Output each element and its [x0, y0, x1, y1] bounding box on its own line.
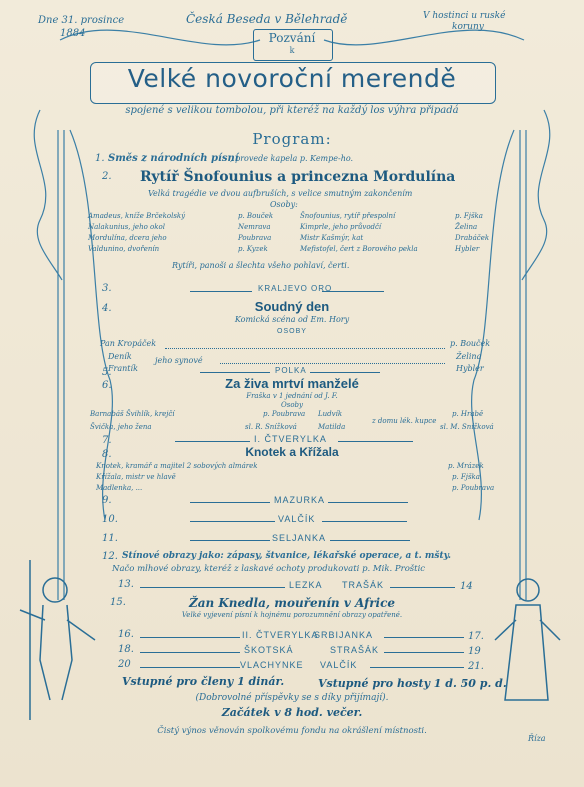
item-10-number: 10. [102, 514, 118, 525]
cast-right-actor-2: Želina [455, 223, 478, 231]
item-16-number: 16. [118, 629, 134, 640]
item-21-rule [370, 667, 464, 668]
pozvani-k: k [289, 46, 295, 55]
item-8-number: 8. [102, 449, 112, 460]
venue-line1: V hostinci u ruské [423, 11, 506, 21]
item-19-text: STRAŠÁK [330, 645, 380, 655]
venue-line2: koruny [452, 22, 484, 32]
item-6-mid-note: z domu lék. kupce [372, 417, 437, 425]
item-9-rule-left [190, 502, 270, 503]
item-17-number: 17. [468, 631, 484, 642]
cast-footer: Rytíři, panoši a šlechta všeho pohlaví, čerti. [172, 261, 350, 270]
item-18-text: ŠKOTSKÁ [244, 645, 294, 655]
item-6-title: Za živa mrtví manželé [225, 376, 359, 391]
item-12-text: Stínové obrazy jako: zápasy, štvanice, lékařské operace, a t. mšty. [122, 551, 451, 561]
item-18-rule [140, 652, 240, 653]
right-pillar [520, 130, 526, 600]
cast-right-actor-3: Drabáček [455, 234, 490, 242]
item-10-rule-right [322, 521, 407, 522]
item-8-title: Knotek a Křížala [245, 445, 339, 459]
item-6-right-2: sl. M. Snížková [440, 423, 494, 431]
item-13b-text: TRAŠÁK [342, 580, 385, 590]
item-15-number: 15. [110, 597, 126, 608]
item-5-number: 5. [102, 367, 112, 378]
item-15-title: Žan Knedla, mouřenín v Africe [188, 596, 396, 610]
item-9-text: MAZURKA [274, 495, 326, 505]
artist-signature: Říza [528, 734, 546, 743]
item-20-number: 20 [118, 659, 131, 670]
item-20-rule [140, 667, 240, 668]
item-3-number: 3. [102, 283, 112, 294]
item-4-actor-2: Želina [456, 352, 482, 361]
cast-left-role-2: Nalakunius, jeho okol [88, 223, 165, 231]
item-12-number: 12. [102, 551, 118, 562]
item-8-role-3: Madlenka, ... [96, 484, 143, 492]
item-2-title: Rytíř Šnofounius a princezna Mordulína [140, 169, 456, 185]
entry-guests: Vstupné pro hosty 1 d. 50 p. d. [318, 677, 507, 690]
cast-left-actor-3: Poubrava [238, 234, 272, 242]
item-4-actor-3: Hybler [456, 364, 484, 373]
item-6-actor-2: sl. R. Snížková [245, 423, 297, 431]
osoby2-heading: OSOBY [277, 328, 307, 335]
cast-right-role-1: Šnofounius, rytíř přespolní [300, 212, 396, 220]
cast-right-role-4: Mefistofel, čert z Borového pekla [300, 245, 418, 253]
item-6-note: Fraška v 1 jednání od J. F. [246, 392, 338, 400]
cast-right-actor-4: Hybler [455, 245, 480, 253]
item-6-number: 6. [102, 380, 112, 391]
item-5-text: POLKA [275, 366, 307, 375]
item-2-number: 2. [102, 171, 112, 182]
item-3-rule-left [190, 291, 252, 292]
item-13-number: 13. [118, 579, 134, 590]
item-6-role-1: Barnabáš Švihlík, krejčí [90, 410, 175, 418]
item-9-rule-right [328, 502, 408, 503]
item-4-role-2: Deník [108, 352, 132, 361]
cast-left-actor-4: p. Kyzek [238, 245, 268, 253]
cast-left-role-3: Mordulína, dcera jeho [88, 234, 167, 242]
item-19-number: 19 [468, 646, 481, 657]
item-9-number: 9. [102, 495, 112, 506]
item-4-number: 4. [102, 303, 112, 314]
item-14-rule [390, 587, 455, 588]
entry-members: Vstupné pro členy 1 dinár. [122, 675, 285, 688]
item-8-role-1: Knotek, kramář a majitel 2 sobových almárek [96, 462, 258, 470]
item-10-rule-left [190, 521, 275, 522]
item-1-number: 1. [95, 153, 105, 164]
item-4-dots-2 [220, 363, 445, 364]
pozvani-label: Pozvání [268, 31, 316, 45]
item-4-role-3: Frantík [108, 364, 138, 373]
item-13-text: LEZKA [289, 580, 323, 590]
event-year: 1884 [60, 28, 86, 39]
item-16-rule [140, 637, 240, 638]
item-4-role-1: Pan Kropáček [100, 339, 157, 348]
item-17-text: SRBIJANKA [314, 630, 374, 640]
start-time: Začátek v 8 hod. večer. [221, 706, 363, 719]
cast-right-role-2: Kimprle, jeho průvodčí [300, 223, 382, 231]
item-7-text: I. ČTVERYLKA [254, 434, 327, 444]
item-11-rule-left [190, 540, 270, 541]
item-15-note: Velké vyjevení písní k hojnému porozumnění obrazy opatřené. [181, 611, 403, 619]
cast-right-actor-1: p. Fjška [455, 212, 483, 220]
donations-note: (Dobrovolné příspěvky se s díky přijímají). [195, 693, 389, 703]
item-19-rule [384, 652, 464, 653]
item-20-text: VLACHYNKE [240, 660, 304, 670]
item-17-rule [384, 637, 464, 638]
item-4-note: Komická scéna od Em. Hory [234, 315, 350, 324]
item-3-text: KRALJEVO ORO [258, 284, 333, 293]
item-2-note: Velká tragédie ve dvou aufbruších, s velice smutným zakončením [148, 189, 413, 198]
program-heading: Program: [252, 130, 332, 148]
cast-right-role-3: Mistr Kašmýr, kat [300, 234, 364, 242]
item-8-actor-2: p. Fjška [452, 473, 480, 481]
item-4-title: Soudný den [254, 299, 330, 314]
proceeds-note: Čistý výnos věnován spolkovému fondu na okrášlení místnosti. [157, 726, 427, 736]
item-18-number: 18. [118, 644, 134, 655]
item-6-role-2: Švička, jeho žena [90, 423, 152, 431]
item-8-actor-3: p. Poubrava [452, 484, 495, 492]
cast-left-actor-2: Nemrava [238, 223, 271, 231]
item-7-rule-left [175, 441, 250, 442]
event-subtitle: spojené s velikou tombolou, při kteréž na každý los výhra připadá [125, 105, 459, 116]
item-6-mid-2: Matilda [318, 423, 346, 431]
item-16-text: II. ČTVERYLKA [242, 630, 319, 640]
item-8-role-2: Křížala, mistr ve hlavě [96, 473, 176, 481]
item-4-actor-1: p. Bouček [450, 339, 491, 348]
item-8-actor-1: p. Mrázek [448, 462, 484, 470]
item-11-rule-right [330, 540, 410, 541]
item-1-note: , provede kapela p. Kempe-ho. [230, 154, 354, 163]
item-6-mid-1: Ludvík [318, 410, 343, 418]
osoby-heading: Osoby: [270, 200, 298, 209]
item-10-text: VALČÍK [278, 514, 316, 524]
cast-left-role-4: Valdunino, dvořenín [88, 245, 160, 253]
item-6-actor-1: p. Poubrava [263, 410, 306, 418]
item-3-rule-right [322, 291, 384, 292]
left-pillar [58, 130, 64, 600]
item-21-number: 21. [468, 661, 484, 672]
item-13-rule [140, 587, 285, 588]
item-11-number: 11. [102, 533, 118, 544]
item-6-right-1: p. Hrabě [452, 410, 484, 418]
item-21-text: VALČÍK [320, 660, 358, 670]
event-title: Velké novoroční merendě [127, 64, 457, 93]
event-date: Dne 31. prosince [38, 15, 125, 26]
item-12-text2: Načo mlhové obrazy, kteréž z laskavé ochoty produkovati p. Mik. Proštic [112, 564, 426, 574]
item-1-text: Směs z národních písní [108, 153, 239, 164]
item-4-brace-note: jeho synové [155, 356, 203, 365]
cast-left-actor-1: p. Bouček [238, 212, 274, 220]
osoby3-heading: Osoby [281, 401, 303, 409]
item-14-number: 14 [460, 581, 473, 592]
item-5-rule-left [200, 372, 270, 373]
item-5-rule-right [310, 372, 380, 373]
item-11-text: SELJANKA [272, 533, 327, 543]
item-7-rule-right [338, 441, 413, 442]
society-name: Česká Beseda v Bělehradě [186, 12, 348, 26]
item-7-number: 7. [102, 435, 112, 446]
item-4-dots-1 [165, 348, 445, 349]
cast-left-role-1: Amadeus, kníže Brčekolský [88, 212, 186, 220]
